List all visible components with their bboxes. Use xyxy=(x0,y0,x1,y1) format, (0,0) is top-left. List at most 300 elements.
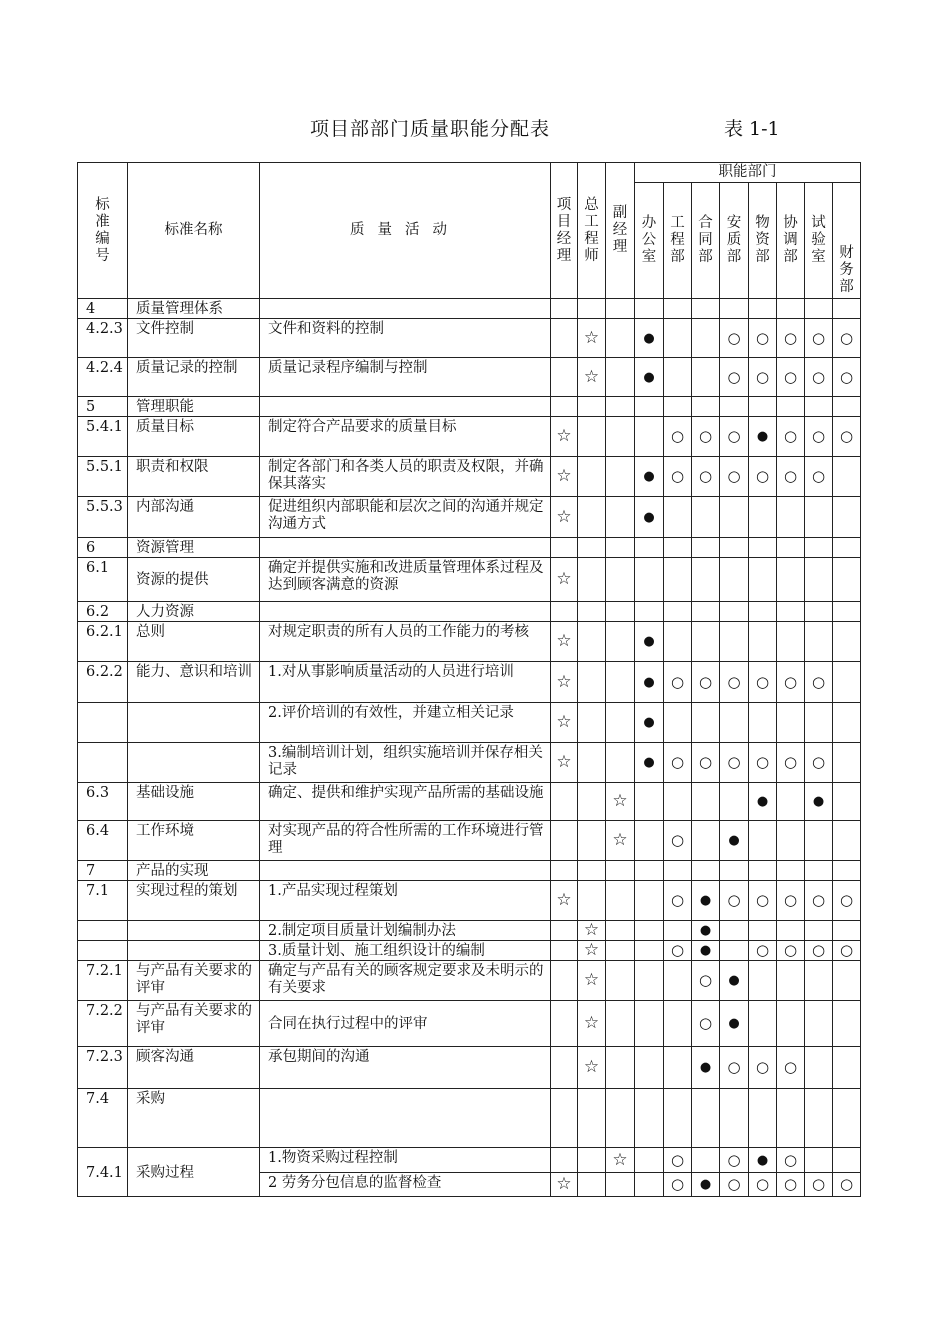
mark-dot: ● xyxy=(692,941,720,961)
mark-cell xyxy=(551,961,578,1001)
mark-cell xyxy=(664,1047,692,1089)
mark-cell xyxy=(833,1148,861,1173)
mark-circle: ○ xyxy=(805,457,833,497)
mark-cell xyxy=(664,703,692,743)
mark-circle: ○ xyxy=(749,881,777,921)
mark-dot: ● xyxy=(749,417,777,457)
mark-dot: ● xyxy=(692,881,720,921)
standard-name-cell: 内部沟通 xyxy=(128,497,260,538)
table-row xyxy=(78,602,861,622)
mark-circle: ○ xyxy=(692,961,720,1001)
mark-cell xyxy=(720,397,749,417)
mark-cell xyxy=(551,783,578,821)
mark-cell xyxy=(635,397,664,417)
mark-cell xyxy=(578,622,606,662)
mark-cell xyxy=(578,602,606,622)
mark-cell xyxy=(578,1148,606,1173)
mark-star: ☆ xyxy=(551,558,578,602)
standard-code-cell: 5.4.1 xyxy=(78,417,128,457)
mark-dot: ● xyxy=(635,319,664,358)
standard-code-cell: 6.4 xyxy=(78,821,128,861)
mark-cell xyxy=(551,319,578,358)
standard-name-cell: 管理职能 xyxy=(128,397,260,417)
mark-cell xyxy=(551,861,578,881)
mark-circle: ○ xyxy=(720,1148,749,1173)
header-department-label: 合同部 xyxy=(698,215,713,265)
header-department-label: 工程部 xyxy=(670,215,685,265)
header-department-cell xyxy=(749,183,777,299)
mark-dot: ● xyxy=(720,821,749,861)
mark-circle: ○ xyxy=(833,1173,861,1197)
standard-name-cell xyxy=(128,743,260,783)
mark-star: ☆ xyxy=(551,662,578,703)
mark-circle: ○ xyxy=(692,417,720,457)
mark-circle: ○ xyxy=(720,662,749,703)
quality-activity-cell: 质量记录程序编制与控制 xyxy=(260,358,551,397)
mark-cell xyxy=(805,921,833,941)
standard-code-cell: 6.2.1 xyxy=(78,622,128,662)
standard-code-cell: 7.2.2 xyxy=(78,1001,128,1047)
table-body xyxy=(78,163,861,1197)
mark-star: ☆ xyxy=(578,1047,606,1089)
mark-cell xyxy=(833,497,861,538)
mark-cell xyxy=(749,622,777,662)
mark-cell xyxy=(777,299,805,319)
mark-cell xyxy=(551,1089,578,1148)
mark-circle: ○ xyxy=(777,417,805,457)
mark-cell xyxy=(833,783,861,821)
mark-cell xyxy=(578,1173,606,1197)
mark-dot: ● xyxy=(635,662,664,703)
mark-circle: ○ xyxy=(720,881,749,921)
mark-circle: ○ xyxy=(833,417,861,457)
quality-activity-cell: 文件和资料的控制 xyxy=(260,319,551,358)
table-row xyxy=(78,1001,861,1047)
quality-activity-cell: 1.对从事影响质量活动的人员进行培训 xyxy=(260,662,551,703)
mark-cell xyxy=(578,662,606,703)
mark-cell xyxy=(606,861,635,881)
mark-cell xyxy=(720,602,749,622)
mark-cell xyxy=(805,1001,833,1047)
mark-cell xyxy=(635,1173,664,1197)
mark-dot: ● xyxy=(635,703,664,743)
mark-circle: ○ xyxy=(720,457,749,497)
mark-cell xyxy=(777,538,805,558)
table-row xyxy=(78,358,861,397)
mark-cell xyxy=(720,861,749,881)
mark-circle: ○ xyxy=(805,1173,833,1197)
mark-cell xyxy=(749,558,777,602)
quality-activity-cell xyxy=(260,299,551,319)
mark-cell xyxy=(749,602,777,622)
mark-cell xyxy=(578,881,606,921)
mark-cell xyxy=(777,921,805,941)
mark-cell xyxy=(833,821,861,861)
mark-cell xyxy=(635,417,664,457)
mark-cell xyxy=(833,1047,861,1089)
mark-dot: ● xyxy=(805,783,833,821)
table-row xyxy=(78,821,861,861)
mark-circle: ○ xyxy=(777,1047,805,1089)
header-role-cell xyxy=(606,163,635,299)
header-department-label: 安质部 xyxy=(726,215,742,265)
mark-cell xyxy=(606,1001,635,1047)
table-row xyxy=(78,961,861,1001)
mark-cell xyxy=(578,497,606,538)
mark-cell xyxy=(692,319,720,358)
mark-cell xyxy=(635,1001,664,1047)
mark-circle: ○ xyxy=(692,743,720,783)
standard-code-cell xyxy=(78,941,128,961)
header-department-cell xyxy=(805,183,833,299)
standard-name-cell: 质量目标 xyxy=(128,417,260,457)
mark-cell xyxy=(606,1047,635,1089)
standard-name-cell: 资源的提供 xyxy=(128,558,260,602)
mark-cell xyxy=(606,743,635,783)
mark-circle: ○ xyxy=(664,1148,692,1173)
mark-cell xyxy=(551,1148,578,1173)
mark-circle: ○ xyxy=(664,1173,692,1197)
header-department-cell xyxy=(777,183,805,299)
table-row xyxy=(78,662,861,703)
mark-cell xyxy=(692,861,720,881)
mark-cell xyxy=(664,622,692,662)
standard-code-cell xyxy=(78,703,128,743)
standard-name-cell: 实现过程的策划 xyxy=(128,881,260,921)
mark-circle: ○ xyxy=(720,319,749,358)
mark-cell xyxy=(749,538,777,558)
mark-cell xyxy=(578,457,606,497)
standard-name-cell: 质量记录的控制 xyxy=(128,358,260,397)
quality-activity-cell: 3.质量计划、施工组织设计的编制 xyxy=(260,941,551,961)
mark-cell xyxy=(606,703,635,743)
mark-cell xyxy=(606,397,635,417)
mark-cell xyxy=(833,1089,861,1148)
header-role-cell xyxy=(578,163,606,299)
quality-activity-cell: 承包期间的沟通 xyxy=(260,1047,551,1089)
mark-star: ☆ xyxy=(551,703,578,743)
standard-code-cell: 7.4 xyxy=(78,1089,128,1148)
table-row xyxy=(78,319,861,358)
mark-cell xyxy=(833,457,861,497)
mark-cell xyxy=(833,1001,861,1047)
mark-cell xyxy=(692,558,720,602)
mark-cell xyxy=(578,743,606,783)
mark-cell xyxy=(606,662,635,703)
mark-circle: ○ xyxy=(833,881,861,921)
mark-cell xyxy=(664,1089,692,1148)
mark-cell xyxy=(664,1001,692,1047)
quality-activity-cell xyxy=(260,602,551,622)
quality-activity-cell: 制定符合产品要求的质量目标 xyxy=(260,417,551,457)
mark-cell xyxy=(635,1047,664,1089)
header-department-cell xyxy=(664,183,692,299)
mark-dot: ● xyxy=(635,358,664,397)
mark-cell xyxy=(777,703,805,743)
mark-dot: ● xyxy=(720,1001,749,1047)
mark-cell xyxy=(664,497,692,538)
standard-code-cell: 7.4.1 xyxy=(78,1148,128,1197)
header-department-cell xyxy=(720,183,749,299)
mark-star: ☆ xyxy=(578,319,606,358)
quality-activity-cell: 对实现产品的符合性所需的工作环境进行管理 xyxy=(260,821,551,861)
mark-dot: ● xyxy=(692,921,720,941)
mark-circle: ○ xyxy=(720,1173,749,1197)
mark-cell xyxy=(833,703,861,743)
mark-cell xyxy=(833,538,861,558)
mark-cell xyxy=(720,558,749,602)
mark-circle: ○ xyxy=(720,743,749,783)
table-row xyxy=(78,743,861,783)
header-activity-label: 质量活动 xyxy=(260,163,551,299)
mark-cell xyxy=(692,397,720,417)
mark-circle: ○ xyxy=(777,457,805,497)
mark-cell xyxy=(551,397,578,417)
standard-name-cell: 与产品有关要求的评审 xyxy=(128,1001,260,1047)
mark-cell xyxy=(664,358,692,397)
mark-circle: ○ xyxy=(833,941,861,961)
standard-code-cell: 5 xyxy=(78,397,128,417)
table-row xyxy=(78,457,861,497)
mark-cell xyxy=(635,538,664,558)
mark-cell xyxy=(833,622,861,662)
standard-name-cell: 资源管理 xyxy=(128,538,260,558)
mark-circle: ○ xyxy=(664,457,692,497)
table-row xyxy=(78,558,861,602)
header-code-cell xyxy=(78,163,128,299)
quality-activity-cell: 合同在执行过程中的评审 xyxy=(260,1001,551,1047)
mark-cell xyxy=(551,538,578,558)
table-row xyxy=(78,783,861,821)
table-row xyxy=(78,538,861,558)
mark-cell xyxy=(692,821,720,861)
mark-cell xyxy=(777,861,805,881)
standard-code-cell: 6.3 xyxy=(78,783,128,821)
mark-cell xyxy=(805,703,833,743)
mark-dot: ● xyxy=(749,1148,777,1173)
mark-circle: ○ xyxy=(805,319,833,358)
mark-cell xyxy=(635,821,664,861)
mark-cell xyxy=(664,602,692,622)
mark-cell xyxy=(551,299,578,319)
mark-cell xyxy=(749,821,777,861)
mark-cell xyxy=(551,1001,578,1047)
mark-circle: ○ xyxy=(664,881,692,921)
mark-cell xyxy=(777,783,805,821)
mark-circle: ○ xyxy=(749,319,777,358)
header-role-label: 副经理 xyxy=(612,205,628,255)
mark-dot: ● xyxy=(720,961,749,1001)
mark-circle: ○ xyxy=(777,662,805,703)
mark-cell xyxy=(692,703,720,743)
mark-cell xyxy=(833,558,861,602)
mark-cell xyxy=(777,397,805,417)
mark-circle: ○ xyxy=(777,1148,805,1173)
standard-code-cell: 7.1 xyxy=(78,881,128,921)
mark-cell xyxy=(720,783,749,821)
mark-dot: ● xyxy=(692,1173,720,1197)
standard-name-cell: 采购过程 xyxy=(128,1148,260,1197)
header-department-cell xyxy=(692,183,720,299)
mark-circle: ○ xyxy=(692,1001,720,1047)
mark-circle: ○ xyxy=(664,821,692,861)
mark-cell xyxy=(578,299,606,319)
mark-star: ☆ xyxy=(578,1001,606,1047)
mark-cell xyxy=(749,861,777,881)
mark-star: ☆ xyxy=(606,821,635,861)
mark-dot: ● xyxy=(635,497,664,538)
mark-circle: ○ xyxy=(749,358,777,397)
mark-circle: ○ xyxy=(749,941,777,961)
mark-circle: ○ xyxy=(777,1173,805,1197)
mark-cell xyxy=(578,558,606,602)
mark-cell xyxy=(749,497,777,538)
mark-dot: ● xyxy=(635,622,664,662)
mark-cell xyxy=(664,538,692,558)
mark-cell xyxy=(606,1173,635,1197)
mark-cell xyxy=(805,558,833,602)
mark-circle: ○ xyxy=(749,1047,777,1089)
mark-cell xyxy=(720,538,749,558)
mark-circle: ○ xyxy=(692,662,720,703)
mark-circle: ○ xyxy=(664,417,692,457)
mark-cell xyxy=(635,921,664,941)
mark-cell xyxy=(664,558,692,602)
mark-circle: ○ xyxy=(777,319,805,358)
mark-cell xyxy=(692,299,720,319)
standard-code-cell: 5.5.3 xyxy=(78,497,128,538)
mark-cell xyxy=(664,319,692,358)
mark-cell xyxy=(606,622,635,662)
mark-cell xyxy=(805,397,833,417)
standard-code-cell: 4.2.4 xyxy=(78,358,128,397)
mark-cell xyxy=(805,1089,833,1148)
mark-cell xyxy=(777,497,805,538)
standard-code-cell xyxy=(78,921,128,941)
mark-cell xyxy=(833,861,861,881)
mark-star: ☆ xyxy=(578,921,606,941)
mark-cell xyxy=(777,1089,805,1148)
mark-cell xyxy=(833,602,861,622)
mark-cell xyxy=(635,299,664,319)
mark-circle: ○ xyxy=(664,743,692,783)
table-row xyxy=(78,941,861,961)
mark-dot: ● xyxy=(692,1047,720,1089)
mark-cell xyxy=(606,319,635,358)
mark-circle: ○ xyxy=(749,1173,777,1197)
mark-cell xyxy=(551,1047,578,1089)
standard-name-cell xyxy=(128,703,260,743)
standard-code-cell: 7.2.3 xyxy=(78,1047,128,1089)
standard-code-cell: 5.5.1 xyxy=(78,457,128,497)
quality-function-table xyxy=(77,162,861,1197)
mark-cell xyxy=(777,1001,805,1047)
mark-circle: ○ xyxy=(692,457,720,497)
mark-circle: ○ xyxy=(805,881,833,921)
mark-dot: ● xyxy=(749,783,777,821)
mark-cell xyxy=(833,662,861,703)
mark-cell xyxy=(805,538,833,558)
mark-cell xyxy=(777,602,805,622)
quality-activity-cell xyxy=(260,538,551,558)
mark-cell xyxy=(692,602,720,622)
mark-cell xyxy=(635,602,664,622)
mark-star: ☆ xyxy=(551,1173,578,1197)
mark-cell xyxy=(664,783,692,821)
header-department-label: 协调部 xyxy=(783,215,798,265)
mark-cell xyxy=(805,821,833,861)
mark-dot: ● xyxy=(635,457,664,497)
mark-circle: ○ xyxy=(833,319,861,358)
mark-cell xyxy=(720,497,749,538)
mark-cell xyxy=(551,941,578,961)
table-row xyxy=(78,1148,861,1173)
mark-cell xyxy=(551,821,578,861)
mark-circle: ○ xyxy=(749,743,777,783)
mark-cell xyxy=(692,538,720,558)
mark-cell xyxy=(720,299,749,319)
table-row xyxy=(78,1089,861,1148)
quality-activity-cell xyxy=(260,861,551,881)
mark-cell xyxy=(692,1089,720,1148)
mark-cell xyxy=(578,703,606,743)
mark-cell xyxy=(606,558,635,602)
mark-cell xyxy=(833,961,861,1001)
mark-star: ☆ xyxy=(578,961,606,1001)
standard-name-cell: 质量管理体系 xyxy=(128,299,260,319)
mark-circle: ○ xyxy=(805,662,833,703)
standard-code-cell: 7 xyxy=(78,861,128,881)
quality-activity-cell: 制定各部门和各类人员的职责及权限，并确保其落实 xyxy=(260,457,551,497)
mark-cell xyxy=(664,961,692,1001)
mark-cell xyxy=(664,861,692,881)
mark-circle: ○ xyxy=(777,358,805,397)
standard-code-cell: 6 xyxy=(78,538,128,558)
mark-cell xyxy=(578,861,606,881)
header-functional-departments: 职能部门 xyxy=(635,163,861,183)
mark-star: ☆ xyxy=(578,358,606,397)
table-row xyxy=(78,417,861,457)
standard-name-cell: 职责和权限 xyxy=(128,457,260,497)
mark-cell xyxy=(635,961,664,1001)
mark-cell xyxy=(805,1148,833,1173)
mark-cell xyxy=(805,299,833,319)
table-row xyxy=(78,1047,861,1089)
standard-code-cell: 7.2.1 xyxy=(78,961,128,1001)
quality-activity-cell: 2 劳务分包信息的监督检查 xyxy=(260,1173,551,1197)
mark-cell xyxy=(692,783,720,821)
mark-cell xyxy=(606,417,635,457)
mark-circle: ○ xyxy=(720,417,749,457)
standard-code-cell xyxy=(78,743,128,783)
mark-cell xyxy=(749,921,777,941)
quality-activity-cell xyxy=(260,1089,551,1148)
table-row xyxy=(78,299,861,319)
mark-cell xyxy=(606,941,635,961)
mark-cell xyxy=(578,783,606,821)
mark-cell xyxy=(635,783,664,821)
mark-cell xyxy=(692,622,720,662)
mark-circle: ○ xyxy=(805,743,833,783)
standard-name-cell: 能力、意识和培训 xyxy=(128,662,260,703)
mark-cell xyxy=(551,602,578,622)
mark-cell xyxy=(692,497,720,538)
mark-cell xyxy=(777,821,805,861)
standard-name-cell: 基础设施 xyxy=(128,783,260,821)
mark-cell xyxy=(777,558,805,602)
mark-circle: ○ xyxy=(664,941,692,961)
mark-cell xyxy=(833,743,861,783)
